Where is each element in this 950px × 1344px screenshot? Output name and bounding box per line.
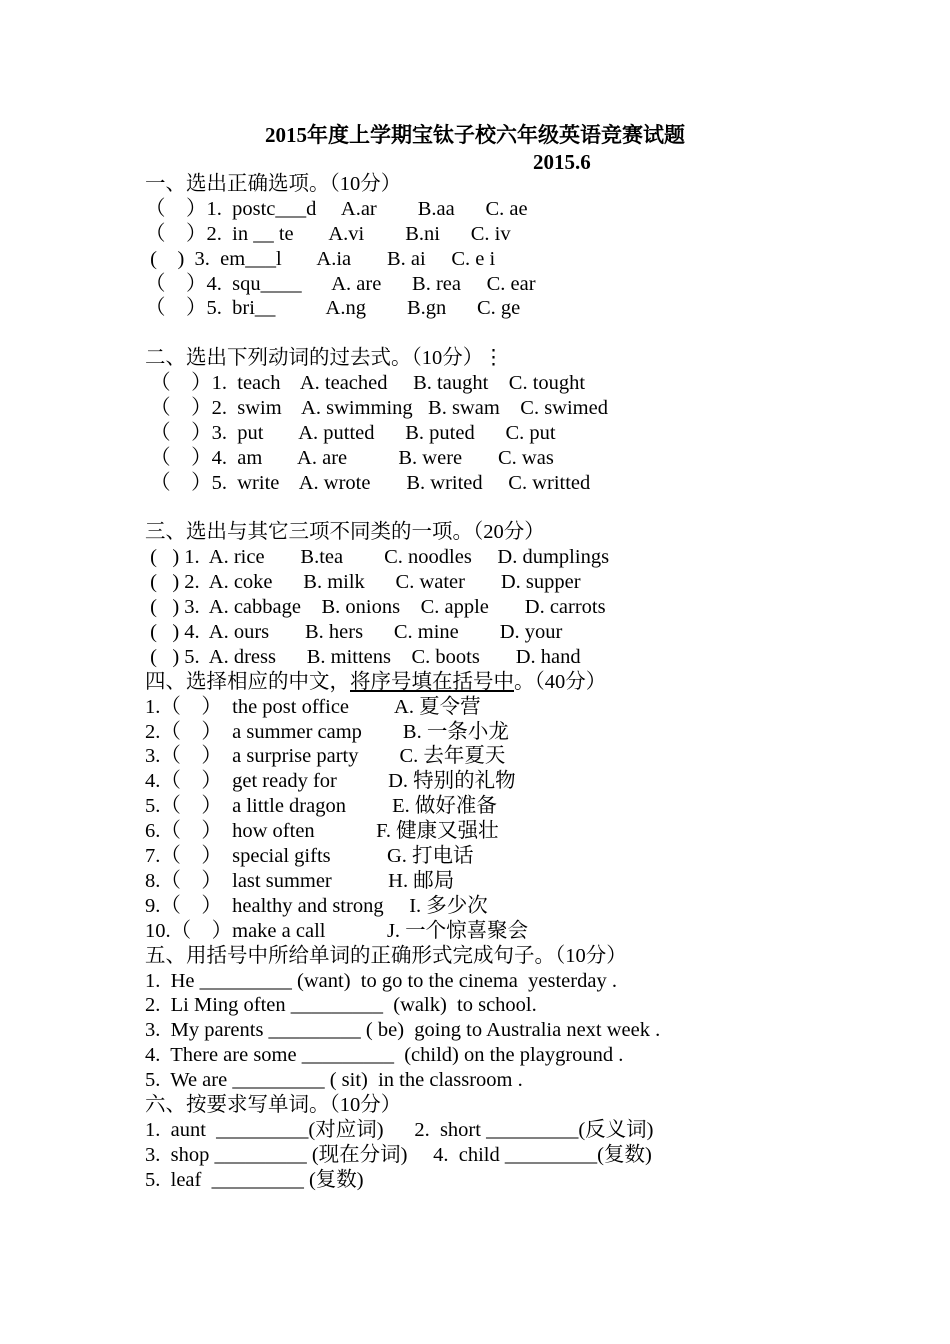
sentence-line: 5. We are _________ ( sit) in the classroom .: [145, 1069, 523, 1092]
word-line: 5. leaf _________ (复数): [145, 1168, 364, 1191]
matching-line: 3.（ ） a surprise party C. 去年夏天: [145, 745, 506, 768]
matching-line: 9.（ ） healthy and strong I. 多少次: [145, 894, 488, 917]
section-5-heading: 五、用括号中所给单词的正确形式完成句子。（10分）: [145, 944, 627, 967]
section-4-heading: [145, 670, 845, 695]
question-line: （ ）3. put A. putted B. puted C. put: [145, 421, 556, 444]
matching-line: 5.（ ） a little dragon E. 做好准备: [145, 795, 497, 818]
question-line: ( ) 3. A. cabbage B. onions C. apple D. carrots: [145, 596, 606, 619]
question-line: （ ）4. squ____ A. are B. rea C. ear: [145, 272, 536, 295]
sentence-line: 2. Li Ming often _________ (walk) to school.: [145, 994, 537, 1017]
question-line: ( ) 2. A. coke B. milk C. water D. supper: [145, 571, 581, 594]
sentence-line: 1. He _________ (want) to go to the cinema yesterday .: [145, 969, 617, 992]
question-line: （ ）1. teach A. teached B. taught C. tought: [145, 372, 586, 395]
exam-date: 2015.6: [533, 150, 591, 174]
question-line: （ ）5. write A. wrote B. writed C. writted: [145, 471, 591, 494]
exam-body: [145, 172, 845, 1193]
question-line: （ ）1. postc___d A.ar B.aa C. ae: [145, 197, 528, 220]
question-line: （ ）2. swim A. swimming B. swam C. swimed: [145, 397, 608, 420]
question-line: （ ）4. am A. are B. were C. was: [145, 446, 554, 469]
blank-line: [145, 321, 845, 346]
question-line: ( ) 5. A. dress B. mittens C. boots D. hand: [145, 645, 581, 668]
question-line: ( ) 3. em___l A.ia B. ai C. e i: [145, 247, 496, 270]
matching-line: 8.（ ） last summer H. 邮局: [145, 869, 455, 892]
section-3-heading: 三、选出与其它三项不同类的一项。（20分）: [145, 521, 545, 544]
section-4-heading-underlined: 将序号填在括号中: [350, 670, 514, 693]
word-line: 1. aunt _________(对应词) 2. short _________(反义词): [145, 1118, 654, 1141]
page-title: 2015年度上学期宝钛子校六年级英语竞赛试题: [265, 123, 685, 147]
sentence-line: 4. There are some _________ (child) on the playground .: [145, 1044, 624, 1067]
question-line: ( ) 4. A. ours B. hers C. mine D. your: [145, 621, 563, 644]
section-4-heading-post: 。（40分）: [514, 670, 607, 693]
sentence-line: 3. My parents _________ ( be) going to Australia next week .: [145, 1019, 661, 1042]
matching-line: 2.（ ） a summer camp B. 一条小龙: [145, 720, 509, 743]
section-1-heading: 一、选出正确选项。（10分）: [145, 173, 402, 195]
question-line: （ ）2. in __ te A.vi B.ni C. iv: [145, 222, 511, 245]
question-line: （ ）5. bri__ A.ng B.gn C. ge: [145, 297, 521, 320]
section-6-heading: 六、按要求写单词。（10分）: [145, 1093, 402, 1116]
question-line: ( ) 1. A. rice B.tea C. noodles D. dumplings: [145, 546, 610, 569]
blank-line: [145, 496, 845, 521]
matching-line: 4.（ ） get ready for D. 特别的礼物: [145, 770, 516, 793]
word-line: 3. shop _________ (现在分词) 4. child _________(复数): [145, 1143, 652, 1166]
section-4-heading-pre: 四、选择相应的中文，: [145, 670, 350, 693]
matching-line: 10.（ ）make a call J. 一个惊喜聚会: [145, 919, 529, 942]
section-2-heading: 二、选出下列动词的过去式。（10分）⋮: [145, 347, 504, 370]
matching-line: 6.（ ） how often F. 健康又强壮: [145, 820, 499, 843]
matching-line: 1.（ ） the post office A. 夏令营: [145, 695, 481, 718]
matching-line: 7.（ ） special gifts G. 打电话: [145, 845, 474, 868]
